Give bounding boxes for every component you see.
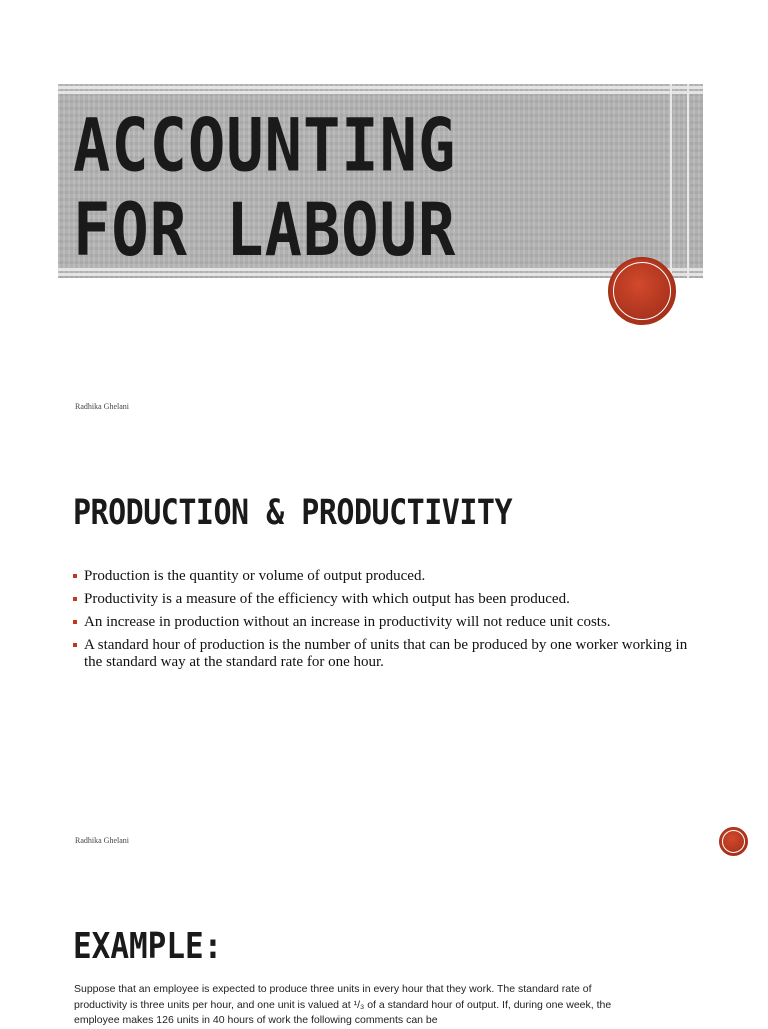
decorative-circle-icon (719, 827, 748, 856)
bullet-item (73, 568, 693, 585)
bullet-text: An increase in production without an increase in productivity will not reduce unit costs. (84, 614, 611, 630)
author-footer: Radhika Ghelani (75, 402, 129, 411)
banner-stripe (58, 86, 703, 89)
banner-divider (670, 84, 672, 278)
bullet-text: Productivity is a measure of the efficiency with which output has been produced. (84, 591, 570, 607)
bullet-item (73, 637, 693, 671)
bullet-icon (73, 643, 77, 647)
slide-heading: EXAMPLE: (73, 926, 223, 968)
bullet-item (73, 591, 693, 608)
bullet-item (73, 614, 693, 631)
slide-heading: PRODUCTION & PRODUCTIVITY (73, 493, 513, 534)
bullet-icon (73, 597, 77, 601)
bullet-icon (73, 574, 77, 578)
bullet-text: A standard hour of production is the number of units that can be produced by one worker working in the standard way at the standard rate for one hour. (84, 637, 688, 670)
banner-stripe (58, 273, 703, 276)
example-paragraph: Suppose that an employee is expected to produce three units in every hour that they work. The standard rate of productivity is three units per hour, and one unit is valued at ¹/₃ of a standard hour of output. If, during one week, the employee makes 126 units in 40 hours of work the following comments can be (74, 983, 612, 1026)
banner-divider (687, 84, 689, 278)
bullet-list (73, 568, 693, 677)
bullet-text: Production is the quantity or volume of output produced. (84, 568, 426, 584)
bullet-icon (73, 620, 77, 624)
banner-stripe (58, 91, 703, 94)
author-footer: Radhika Ghelani (75, 836, 129, 845)
title-slide (0, 0, 768, 432)
decorative-circle-icon (608, 257, 676, 325)
slide-title: ACCOUNTING FOR LABOUR (73, 101, 457, 273)
